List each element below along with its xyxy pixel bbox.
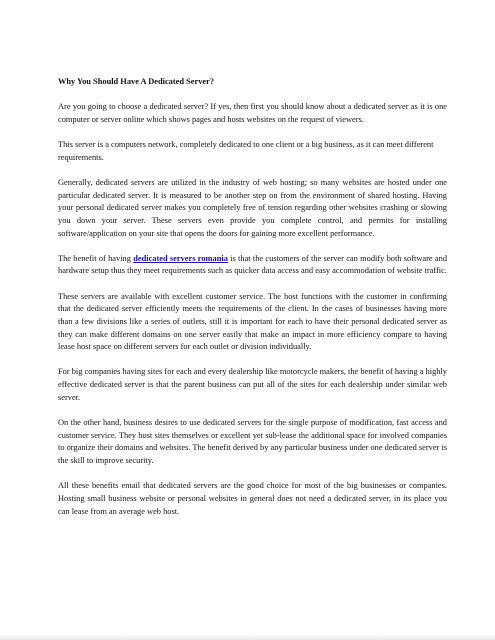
page-bottom-edge [0,634,495,640]
paragraph-benefit-after: is that the customers of the server can modify both software and hardware setup thus they meet requirements such as quicker data access and easy accommodation of website traffic. [58,253,448,276]
document-body [58,76,447,531]
paragraph-conclusion: All these benefits entail that dedicated servers are the good choice for most of the big businesses or companies. Hosting small business website or personal websites in general does not need a dedicated server, in its place you can lease from an average web host. [58,481,447,516]
paragraph-benefit [58,253,447,278]
paragraph-usage: Generally, dedicated servers are utilized in the industry of web hosting; so many websites are hosted under one particular dedicated server. It is measured to be another step on from the environment of shared hosting. Having your personal dedicated server makes you completely free of tension regarding other websites crashing or slowing you down your server. These servers even provide you complete control, and permits for installing software/application on your site that opens the doors for gaining more excellent performance. [58,177,447,238]
dedicated-servers-romania-link[interactable]: dedicated servers romania [133,253,228,263]
paragraph-benefit-before: The benefit of having [58,253,134,263]
paragraph-other-hand: On the other hand, business desires to use dedicated servers for the single purpose of modification, fast access and customer service. They host sites themselves or excellent yet sub-lease the additional space for involved companies to organize their domains and websites. The benefit derived by any particular business under one dedicated server is the skill to improve security. [58,417,448,466]
paragraph-customer-service: These servers are available with excellent customer service. The host functions with the customer in confirming that the dedicated server efficiently meets the requirements of the client. In the cases of businesses having more than a few divisions like a series of outlets, still it is important for each to have their personal dedicated server as they can make different domains on one server easily that make an impact in more efficiency compare to having lease host space on different servers for each outlet or division individually. [58,291,447,352]
document-title: Why You Should Have A Dedicated Server? [58,77,215,86]
paragraph-intro: Are you going to choose a dedicated server? If yes, then first you should know about a dedicated server as it is one computer or server online which shows pages and hosts websites on the request of viewers. [58,102,447,124]
paragraph-definition: This server is a computers network, completely dedicated to one client or a big business, as it can meet different requirements. [58,140,434,162]
paragraph-big-companies: For big companies having sites for each and every dealership like motorcycle makers, the benefit of having a highly effective dedicated server is that the parent business can put all of the sites for each dealership under similar web server. [58,367,447,402]
